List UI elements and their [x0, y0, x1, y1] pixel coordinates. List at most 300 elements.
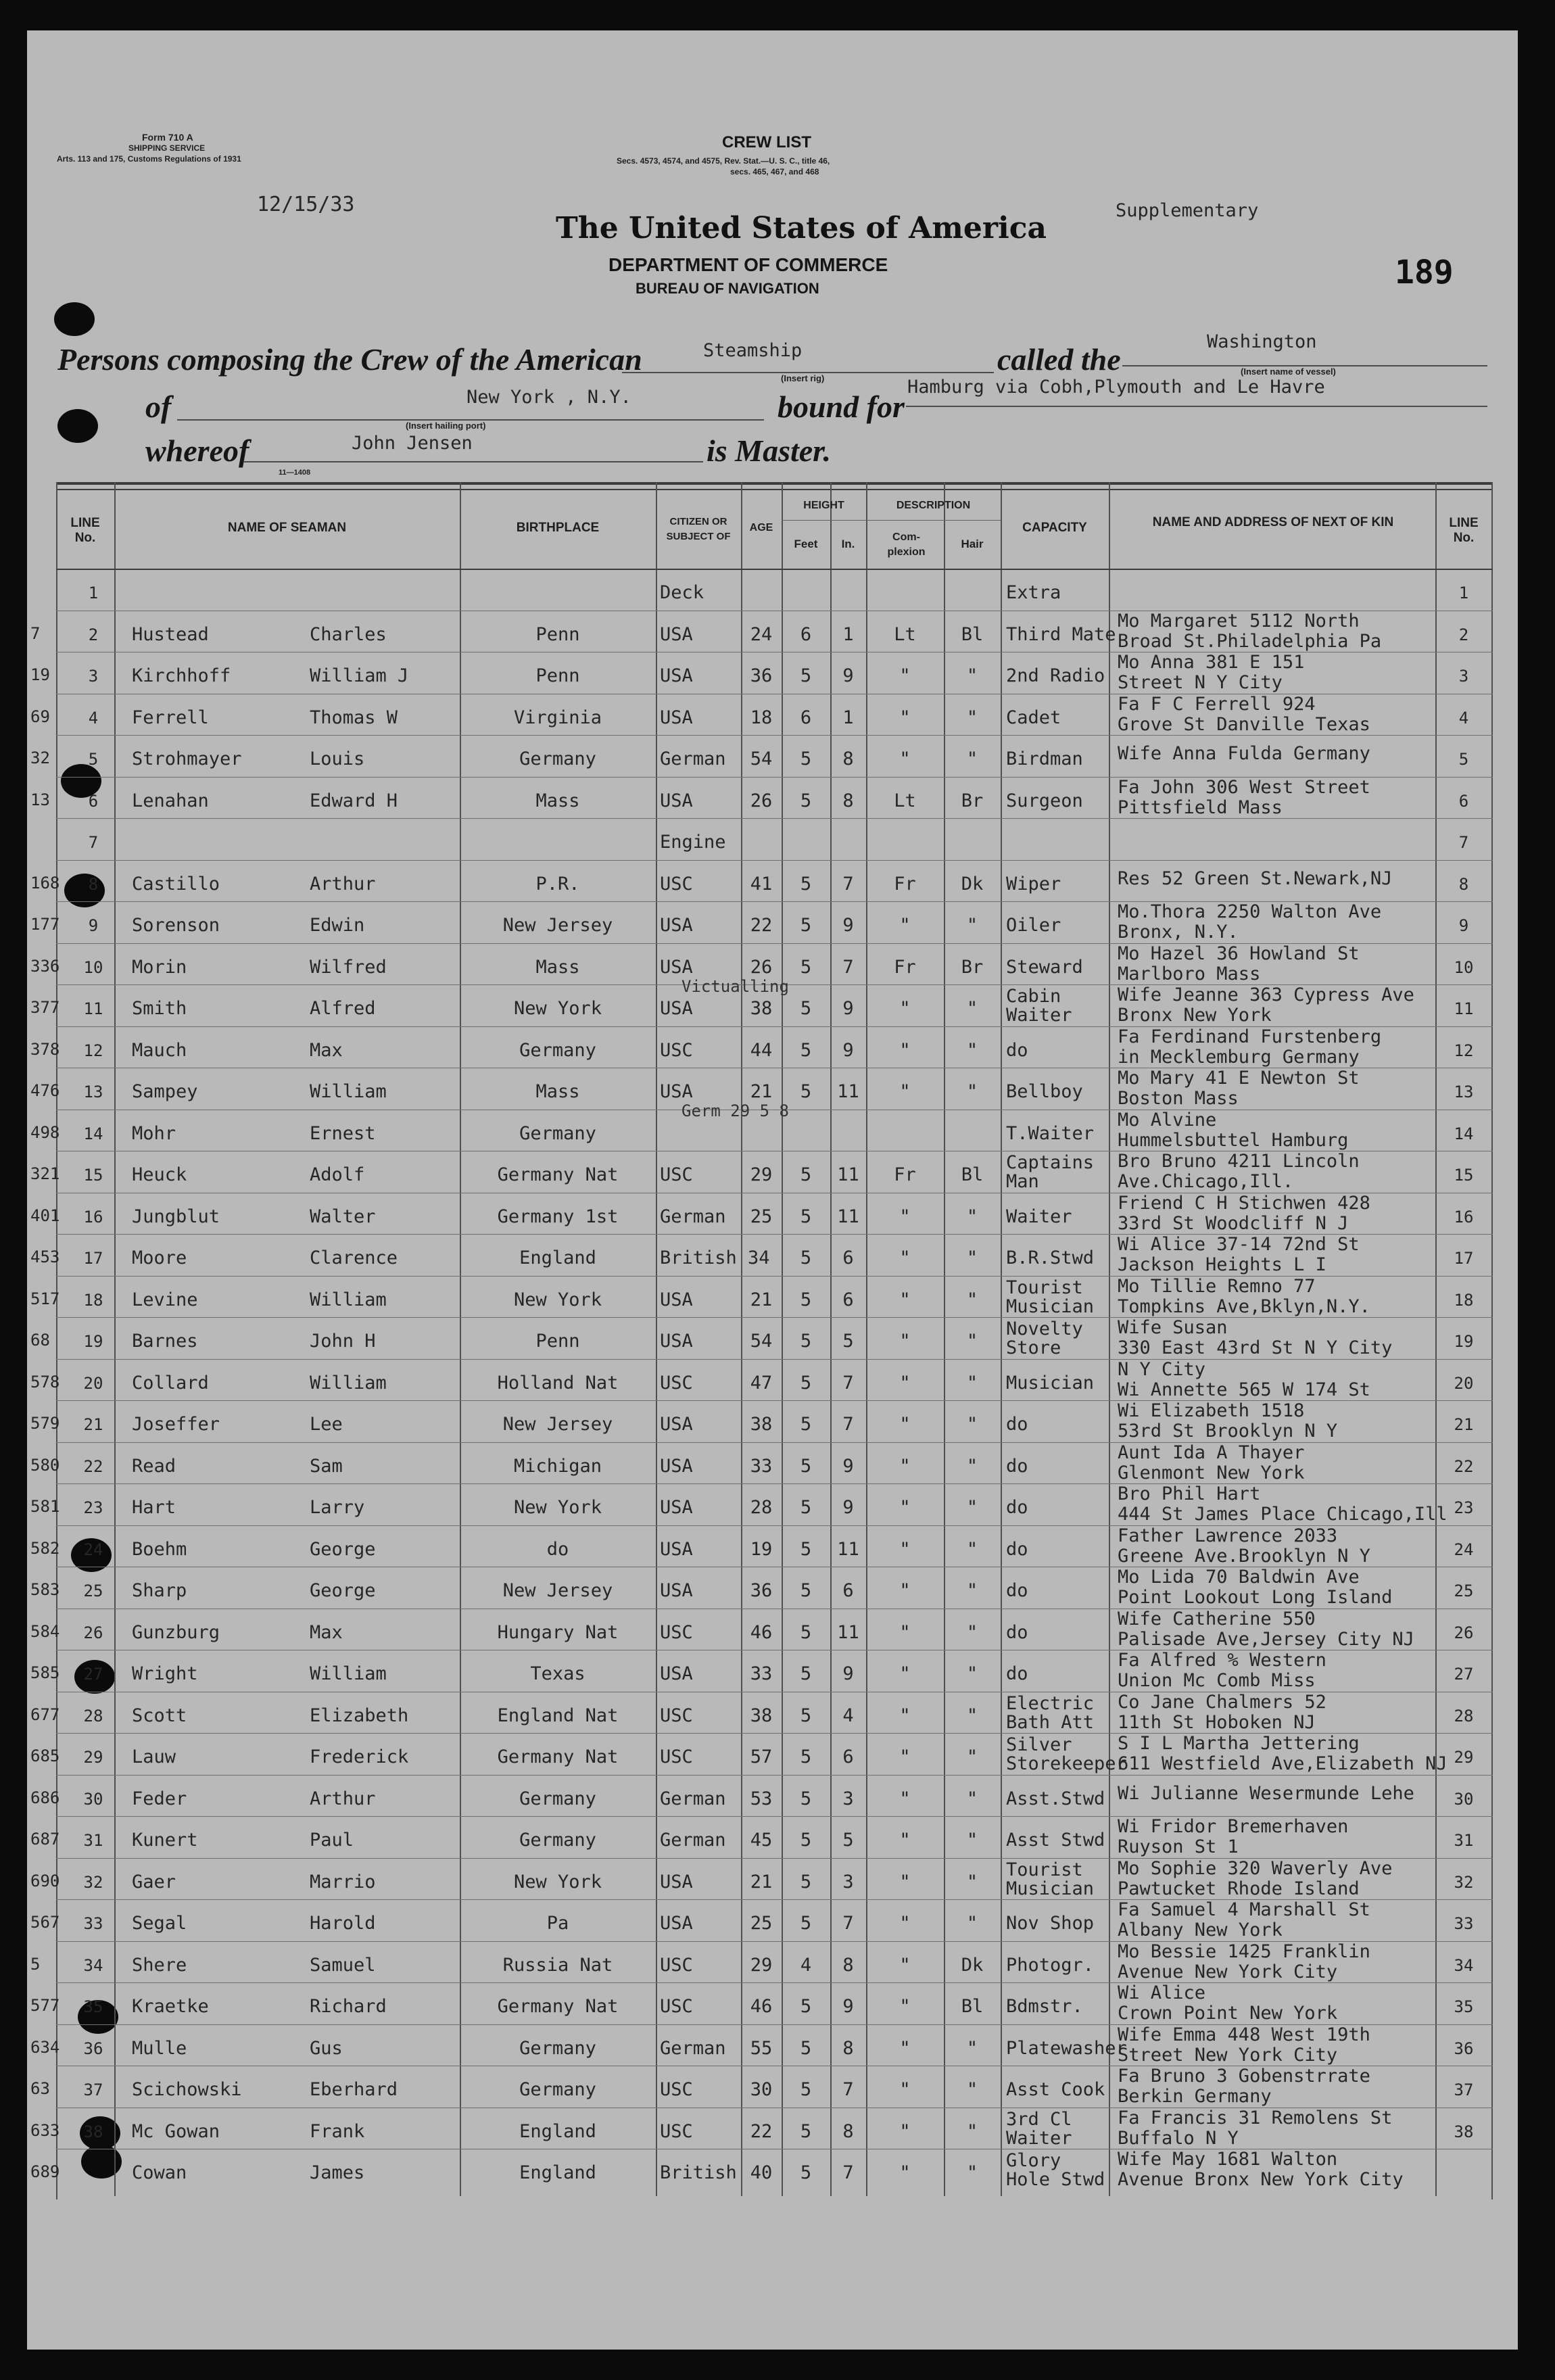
capacity: Platewasher — [1006, 2037, 1127, 2059]
height-feet: 5 — [800, 1455, 812, 1477]
citizenship: Deck — [660, 582, 704, 603]
height-inches: 7 — [842, 2162, 854, 2183]
given-name: John H — [310, 1331, 376, 1352]
capacity: Bellboy — [1006, 1081, 1083, 1102]
line-number: 36 — [83, 2039, 103, 2058]
next-of-kin: Crown Point New York — [1118, 2003, 1338, 2024]
next-of-kin: Bro Bruno 4211 Lincoln — [1118, 1151, 1360, 1172]
next-of-kin: Mo Tillie Remno 77 — [1118, 1275, 1316, 1297]
header-inches: In. — [841, 538, 855, 550]
birthplace: Germany — [519, 748, 596, 769]
margin-number: 476 — [30, 1081, 60, 1100]
height-inches: 1 — [842, 707, 854, 728]
header-description: DESCRIPTION — [896, 500, 971, 511]
given-name: William — [310, 1663, 387, 1684]
citizenship: USA — [660, 915, 693, 936]
complexion: " — [899, 2162, 911, 2183]
vessel-rig: Steamship — [703, 340, 803, 361]
capacity: do — [1006, 1580, 1028, 1601]
citizenship: USA — [660, 1663, 693, 1684]
height-inches: 4 — [842, 1705, 854, 1726]
margin-number: 517 — [30, 1289, 60, 1308]
given-name: William — [310, 1081, 387, 1102]
margin-number: 32 — [30, 748, 50, 767]
complexion: " — [899, 998, 911, 1019]
given-name: William — [310, 1289, 387, 1310]
hair: " — [966, 1580, 978, 1601]
height-feet: 5 — [800, 1081, 812, 1102]
height-feet: 5 — [800, 2079, 812, 2100]
line-number: 20 — [83, 1373, 103, 1393]
hair: " — [966, 998, 978, 1019]
margin-number: 19 — [30, 665, 50, 684]
line-number-right: 26 — [1454, 1623, 1474, 1642]
bureau-title: BUREAU OF NAVIGATION — [636, 280, 819, 297]
height-inches: 8 — [842, 790, 854, 811]
next-of-kin: Res 52 Green St.Newark,NJ — [1118, 867, 1393, 889]
surname: Lenahan — [132, 790, 209, 811]
height-feet: 5 — [800, 1289, 812, 1310]
next-of-kin: Point Lookout Long Island — [1118, 1587, 1393, 1608]
citizenship: German — [660, 2037, 726, 2059]
height-feet: 5 — [800, 1788, 812, 1809]
capacity: Tourist — [1006, 1859, 1083, 1880]
height-inches: 7 — [842, 2079, 854, 2100]
line-number-right: 32 — [1454, 1872, 1474, 1892]
line-number-right: 34 — [1454, 1955, 1474, 1975]
bound-label: bound for — [778, 389, 905, 424]
hair: " — [966, 2120, 978, 2142]
surname: Scichowski — [132, 2079, 242, 2100]
birthplace: Holland Nat — [497, 1372, 619, 1394]
citizenship: USA — [660, 623, 693, 645]
margin-number: 581 — [30, 1497, 60, 1516]
birthplace: New York — [513, 1871, 602, 1893]
hair: " — [966, 665, 978, 686]
given-name: Frederick — [310, 1746, 409, 1767]
age: 21 — [750, 1289, 773, 1310]
margin-number: 69 — [30, 707, 50, 726]
birthplace: New York — [513, 998, 602, 1019]
age: 46 — [750, 1621, 773, 1643]
next-of-kin: Wi Alice 37-14 72nd St — [1118, 1234, 1360, 1255]
height-feet: 5 — [800, 915, 812, 936]
capacity: Waiter — [1006, 2127, 1072, 2149]
line-number-right: 8 — [1458, 874, 1469, 894]
line-number: 26 — [83, 1623, 103, 1642]
line-number: 14 — [83, 1124, 103, 1143]
hair: " — [966, 1081, 978, 1102]
next-of-kin: Wife Jeanne 363 Cypress Ave — [1118, 984, 1414, 1005]
height-feet: 6 — [800, 707, 812, 728]
called-label: called the — [997, 342, 1121, 377]
crew-list-title: CREW LIST — [722, 133, 811, 151]
next-of-kin: Street New York City — [1118, 2044, 1338, 2066]
height-feet: 5 — [800, 1164, 812, 1185]
capacity: Asst Stwd — [1006, 1830, 1105, 1851]
height-inches: 11 — [837, 1164, 859, 1185]
line-number-right: 23 — [1454, 1498, 1474, 1517]
line-number-right: 6 — [1458, 791, 1469, 811]
complexion: Fr — [894, 873, 916, 895]
next-of-kin: 11th St Hoboken NJ — [1118, 1711, 1316, 1733]
line-number: 13 — [83, 1082, 103, 1101]
surname: Hustead — [132, 623, 209, 645]
given-name: Max — [310, 1039, 343, 1061]
age: 33 — [750, 1663, 773, 1684]
line-number-right: 2 — [1458, 625, 1469, 644]
birthplace: Penn — [535, 623, 580, 645]
next-of-kin: Mo Bessie 1425 Franklin — [1118, 1941, 1370, 1962]
age: 28 — [750, 1497, 773, 1518]
height-inches: 5 — [842, 1331, 854, 1352]
citizenship: Engine — [660, 832, 726, 853]
header-age: AGE — [749, 522, 773, 533]
birthplace: Mass — [535, 956, 580, 978]
line-number: 8 — [88, 874, 99, 894]
surname: Mulle — [132, 2037, 187, 2059]
age: 45 — [750, 1830, 773, 1851]
margin-number: 685 — [30, 1746, 60, 1765]
hair: Br — [961, 956, 984, 978]
next-of-kin: Wife May 1681 Walton — [1118, 2149, 1338, 2170]
capacity: Birdman — [1006, 748, 1083, 769]
surname: Shere — [132, 1954, 187, 1976]
surname: Mohr — [132, 1122, 176, 1144]
margin-number: 634 — [30, 2037, 60, 2057]
hair: " — [966, 748, 978, 769]
margin-number: 584 — [30, 1621, 60, 1641]
line-number-right: 13 — [1454, 1082, 1474, 1101]
height-feet: 5 — [800, 1996, 812, 2017]
hair: " — [966, 1455, 978, 1477]
margin-number: 68 — [30, 1331, 50, 1350]
next-of-kin: Palisade Ave,Jersey City NJ — [1118, 1628, 1414, 1650]
next-of-kin: Wi Fridor Bremerhaven — [1118, 1816, 1349, 1837]
complexion: " — [899, 1081, 911, 1102]
margin-number: 321 — [30, 1164, 60, 1183]
age: 44 — [750, 1039, 773, 1061]
hailing-port-caption: (Insert hailing port) — [406, 421, 486, 431]
height-feet: 5 — [800, 1621, 812, 1643]
line-number: 34 — [83, 1955, 103, 1975]
line-number: 4 — [88, 708, 99, 728]
capacity: Asst.Stwd — [1006, 1788, 1105, 1809]
capacity: Asst Cook — [1006, 2079, 1105, 2100]
height-inches: 6 — [842, 1247, 854, 1268]
capacity: B.R.Stwd — [1006, 1247, 1095, 1268]
complexion: " — [899, 707, 911, 728]
capacity: Surgeon — [1006, 790, 1083, 811]
complexion: Lt — [894, 790, 916, 811]
line-number: 29 — [83, 1748, 103, 1767]
surname: Cowan — [132, 2162, 187, 2183]
given-name: Lee — [310, 1414, 343, 1435]
capacity: Glory — [1006, 2150, 1061, 2171]
line-number: 17 — [83, 1249, 103, 1268]
given-name: Clarence — [310, 1247, 398, 1268]
header-line-no-right: LINE No. — [1449, 516, 1479, 545]
height-feet: 5 — [800, 748, 812, 769]
line-number-right: 1 — [1458, 584, 1469, 602]
citizenship: USC — [660, 1039, 693, 1061]
height-inches: 6 — [842, 1289, 854, 1310]
next-of-kin: Wi Alice — [1118, 1982, 1206, 2003]
height-inches: 5 — [842, 1830, 854, 1851]
margin-number: 677 — [30, 1705, 60, 1724]
surname: Sharp — [132, 1580, 187, 1601]
capacity: Nov Shop — [1006, 1913, 1095, 1934]
complexion: Lt — [894, 623, 916, 645]
age: 55 — [750, 2037, 773, 2059]
age: 30 — [750, 2079, 773, 2100]
line-number-right: 15 — [1454, 1166, 1474, 1185]
complexion: " — [899, 2079, 911, 2100]
age: 21 — [750, 1871, 773, 1893]
margin-number: 686 — [30, 1788, 60, 1807]
next-of-kin: Fa F C Ferrell 924 — [1118, 693, 1316, 715]
line-number: 9 — [88, 916, 99, 935]
capacity: Wiper — [1006, 873, 1061, 895]
given-name: Edward H — [310, 790, 398, 811]
given-name: Walter — [310, 1206, 376, 1227]
complexion: " — [899, 915, 911, 936]
complexion: " — [899, 1039, 911, 1061]
row-note: Germ 29 5 8 — [681, 1101, 789, 1120]
citizenship: German — [660, 748, 726, 769]
height-feet: 4 — [800, 1954, 812, 1976]
height-feet: 5 — [800, 665, 812, 686]
margin-number: 579 — [30, 1414, 60, 1433]
given-name: Richard — [310, 1996, 387, 2017]
complexion: " — [899, 1455, 911, 1477]
line-number: 21 — [83, 1415, 103, 1434]
hair: Br — [961, 790, 984, 811]
height-inches: 8 — [842, 2037, 854, 2059]
next-of-kin: Marlboro Mass — [1118, 963, 1261, 984]
next-of-kin: Albany New York — [1118, 1920, 1283, 1941]
next-of-kin: Co Jane Chalmers 52 — [1118, 1691, 1326, 1713]
margin-number: 580 — [30, 1455, 60, 1475]
next-of-kin: Greene Ave.Brooklyn N Y — [1118, 1545, 1370, 1567]
birthplace: Germany — [519, 2079, 596, 2100]
next-of-kin: Aunt Ida A Thayer — [1118, 1442, 1305, 1463]
surname: Segal — [132, 1913, 187, 1934]
line-number: 5 — [88, 750, 99, 769]
given-name: Sam — [310, 1455, 343, 1477]
height-inches: 7 — [842, 1372, 854, 1394]
margin-number: 336 — [30, 956, 60, 976]
surname: Wright — [132, 1663, 198, 1684]
citizenship: USA — [660, 1455, 693, 1477]
next-of-kin: Wife Anna Fulda Germany — [1118, 743, 1370, 764]
line-number: 23 — [83, 1498, 103, 1517]
next-of-kin: 33rd St Woodcliff N J — [1118, 1212, 1349, 1234]
height-inches: 1 — [842, 623, 854, 645]
line-number: 27 — [83, 1665, 103, 1684]
complexion: " — [899, 1538, 911, 1560]
form-number: Form 710 A — [142, 132, 193, 143]
capacity: Steward — [1006, 956, 1083, 978]
hair: " — [966, 1663, 978, 1684]
next-of-kin: Mo Sophie 320 Waverly Ave — [1118, 1857, 1393, 1879]
height-feet: 5 — [800, 1206, 812, 1227]
height-feet: 5 — [800, 1331, 812, 1352]
capacity: Captains — [1006, 1152, 1095, 1173]
hair: " — [966, 707, 978, 728]
birthplace: Mass — [535, 790, 580, 811]
age: 38 — [750, 1705, 773, 1726]
given-name: George — [310, 1580, 376, 1601]
surname: Kirchhoff — [132, 665, 231, 686]
next-of-kin: Mo Alvine — [1118, 1109, 1217, 1130]
of-label: of — [145, 389, 172, 424]
next-of-kin: Broad St.Philadelphia Pa — [1118, 630, 1382, 652]
capacity: Waiter — [1006, 1005, 1072, 1026]
line-number: 31 — [83, 1831, 103, 1850]
department-title: DEPARTMENT OF COMMERCE — [608, 254, 888, 275]
height-feet: 5 — [800, 1247, 812, 1268]
capacity: Cabin — [1006, 986, 1061, 1007]
citizenship: British 34 — [660, 1247, 770, 1268]
hair: Bl — [961, 1996, 984, 2017]
margin-number: 689 — [30, 2162, 60, 2181]
next-of-kin: Bronx New York — [1118, 1005, 1272, 1026]
citizenship: USC — [660, 873, 693, 895]
height-inches: 9 — [842, 1039, 854, 1061]
next-of-kin: in Mecklemburg Germany — [1118, 1046, 1360, 1068]
surname: Ferrell — [132, 707, 209, 728]
header-name: NAME OF SEAMAN — [227, 521, 347, 535]
punch-hole — [54, 302, 95, 336]
line-number: 32 — [83, 1872, 103, 1892]
margin-number: 13 — [30, 790, 50, 809]
line-number: 10 — [83, 957, 103, 977]
birthplace: England — [519, 1247, 596, 1268]
next-of-kin: Boston Mass — [1118, 1088, 1239, 1109]
capacity: Electric — [1006, 1692, 1095, 1714]
age: 33 — [750, 1455, 773, 1477]
given-name: Max — [310, 1621, 343, 1643]
citizenship: USA — [660, 665, 693, 686]
hair: " — [966, 1372, 978, 1394]
vessel-name-caption: (Insert name of vessel) — [1241, 366, 1336, 377]
age: 29 — [750, 1954, 773, 1976]
height-feet: 5 — [800, 1913, 812, 1934]
row-note: Victualling — [681, 976, 789, 996]
capacity: Tourist — [1006, 1277, 1083, 1298]
given-name: Arthur — [310, 873, 376, 895]
complexion: " — [899, 1247, 911, 1268]
line-number: 2 — [88, 625, 99, 644]
age: 47 — [750, 1372, 773, 1394]
capacity: Man — [1006, 1171, 1039, 1192]
line-number-right: 21 — [1454, 1415, 1474, 1434]
given-name: Ernest — [310, 1122, 376, 1144]
capacity: 3rd Cl — [1006, 2108, 1072, 2130]
capacity: do — [1006, 1455, 1028, 1477]
age: 46 — [750, 1996, 773, 2017]
given-name: Eberhard — [310, 2079, 398, 2100]
given-name: Elizabeth — [310, 1705, 409, 1726]
capacity: Extra — [1006, 582, 1061, 603]
height-feet: 5 — [800, 1871, 812, 1893]
height-feet: 5 — [800, 1414, 812, 1435]
surname: Kraetke — [132, 1996, 209, 2017]
surname: Boehm — [132, 1538, 187, 1560]
margin-number: 378 — [30, 1039, 60, 1059]
next-of-kin: Wife Susan — [1118, 1317, 1228, 1338]
citizenship: USC — [660, 1621, 693, 1643]
margin-number: 5 — [30, 1954, 41, 1974]
next-of-kin: Mo Margaret 5112 North — [1118, 610, 1360, 632]
surname: Levine — [132, 1289, 198, 1310]
surname: Morin — [132, 956, 187, 978]
next-of-kin: Grove St Danville Texas — [1118, 713, 1370, 735]
line-number-right: 38 — [1454, 2122, 1474, 2141]
line-number-right: 35 — [1454, 1997, 1474, 2016]
line-number-right: 5 — [1458, 750, 1469, 769]
margin-number: 168 — [30, 873, 60, 892]
surname: Smith — [132, 998, 187, 1019]
height-inches: 6 — [842, 1746, 854, 1767]
citizenship: German — [660, 1206, 726, 1227]
complexion: " — [899, 665, 911, 686]
height-inches: 11 — [837, 1538, 859, 1560]
citizenship: USA — [660, 1289, 693, 1310]
complexion: Fr — [894, 956, 916, 978]
capacity: Bdmstr. — [1006, 1996, 1083, 2017]
capacity: Musician — [1006, 1372, 1095, 1394]
margin-number: 377 — [30, 998, 60, 1017]
next-of-kin: Union Mc Comb Miss — [1118, 1670, 1316, 1691]
age: 26 — [750, 790, 773, 811]
height-inches: 9 — [842, 1497, 854, 1518]
given-name: Wilfred — [310, 956, 387, 978]
line-number: 38 — [83, 2122, 103, 2141]
next-of-kin: 444 St James Place Chicago,Ill — [1118, 1504, 1448, 1525]
given-name: William — [310, 1372, 387, 1394]
given-name: Gus — [310, 2037, 343, 2059]
hair: Dk — [961, 873, 984, 895]
complexion: " — [899, 1705, 911, 1726]
citizenship: USC — [660, 1746, 693, 1767]
line-number-right: 12 — [1454, 1041, 1474, 1060]
capacity: Oiler — [1006, 915, 1061, 936]
height-feet: 5 — [800, 1663, 812, 1684]
complexion: " — [899, 1871, 911, 1893]
line-number: 11 — [83, 999, 103, 1018]
age: 54 — [750, 1331, 773, 1352]
line-number-right: 16 — [1454, 1207, 1474, 1227]
citizenship: USA — [660, 790, 693, 811]
next-of-kin: Mo Lida 70 Baldwin Ave — [1118, 1567, 1360, 1588]
next-of-kin: Pawtucket Rhode Island — [1118, 1878, 1360, 1899]
given-name: Edwin — [310, 915, 365, 936]
complexion: " — [899, 1497, 911, 1518]
next-of-kin: 611 Westfield Ave,Elizabeth NJ — [1118, 1753, 1448, 1774]
next-of-kin: Jackson Heights L I — [1118, 1254, 1326, 1275]
next-of-kin: Wi Annette 565 W 174 St — [1118, 1379, 1370, 1400]
margin-number: 690 — [30, 1871, 60, 1890]
line-number: 6 — [88, 791, 99, 811]
margin-number: 577 — [30, 1996, 60, 2015]
next-of-kin: Hummelsbuttel Hamburg — [1118, 1129, 1349, 1151]
line-number-right: 17 — [1454, 1249, 1474, 1268]
capacity: Musician — [1006, 1878, 1095, 1899]
surname: Mc Gowan — [132, 2120, 220, 2142]
height-feet: 5 — [800, 1746, 812, 1767]
